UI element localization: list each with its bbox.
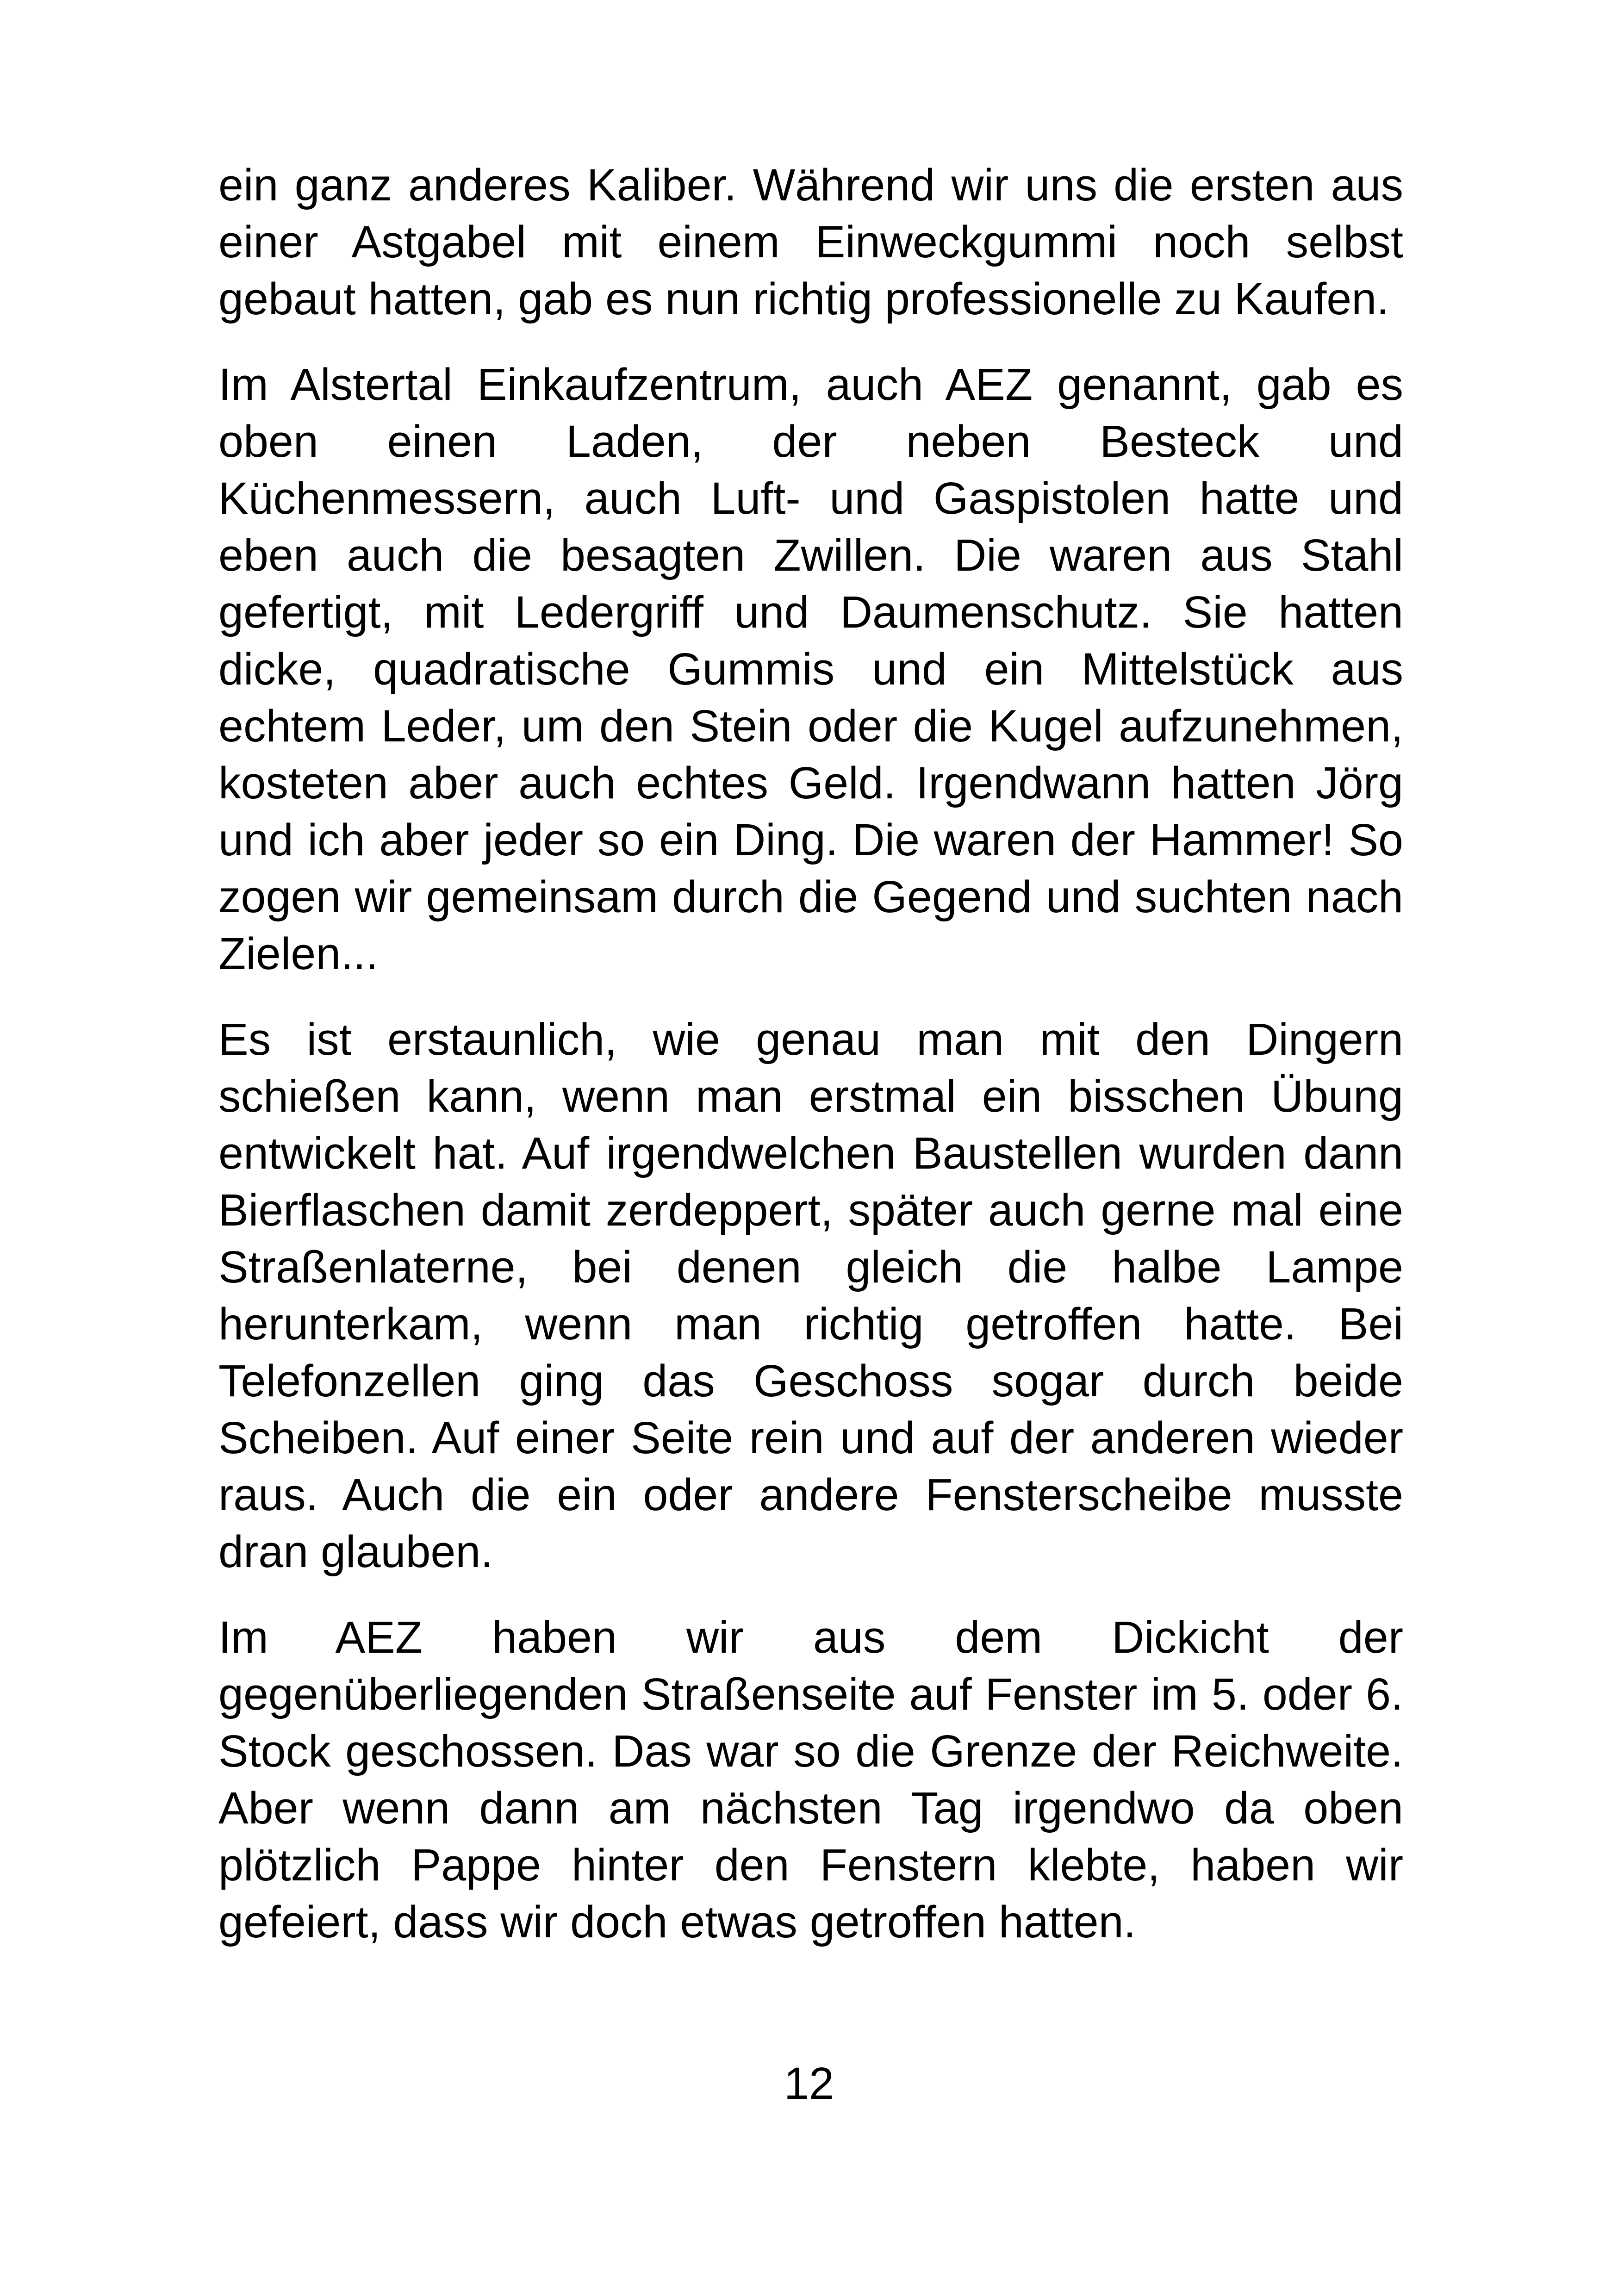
paragraph-1: ein ganz anderes Kaliber. Während wir uns die ersten aus einer Astgabel mit einem Einweckgummi noch selbst gebaut hatten, gab es nun richtig professionelle zu Kaufen. [218, 160, 1403, 324]
paragraph-3: Es ist erstaunlich, wie genau man mit den Dingern schießen kann, wenn man erstmal ein bisschen Übung entwickelt hat. Auf irgendwelchen Baustellen wurden dann Bierflaschen damit zerdeppert, später auch gerne mal eine Straßenlaterne, bei denen gleich die halbe Lampe herunterkam, wenn man richtig getroffen hatte. Bei Telefonzellen ging das Geschoss sogar durch beide Scheiben. Auf einer Seite rein und auf der anderen wieder raus. Auch die ein oder andere Fensterscheibe musste dran glauben. [218, 1014, 1403, 1577]
page-number: 12 [784, 2058, 834, 2109]
body-text [218, 156, 1403, 1979]
paragraph-2: Im Alstertal Einkaufzentrum, auch AEZ genannt, gab es oben einen Laden, der neben Besteck und Küchenmessern, auch Luft- und Gaspistolen hatte und eben auch die besagten Zwillen. Die waren aus Stahl gefertigt, mit Ledergriff und Daumenschutz. Sie hatten dicke, quadratische Gummis und ein Mittelstück aus echtem Leder, um den Stein oder die Kugel aufzunehmen, kosteten aber auch echtes Geld. Irgendwann hatten Jörg und ich aber jeder so ein Ding. Die waren der Hammer! So zogen wir gemeinsam durch die Gegend und suchten nach Zielen... [218, 359, 1403, 979]
paragraph-4: Im AEZ haben wir aus dem Dickicht der gegenüberliegenden Straßenseite auf Fenster im 5. oder 6. Stock geschossen. Das war so die Grenze der Reichweite. Aber wenn dann am nächsten Tag irgendwo da oben plötzlich Pappe hinter den Fenstern klebte, haben wir gefeiert, dass wir doch etwas getroffen hatten. [218, 1612, 1403, 1947]
